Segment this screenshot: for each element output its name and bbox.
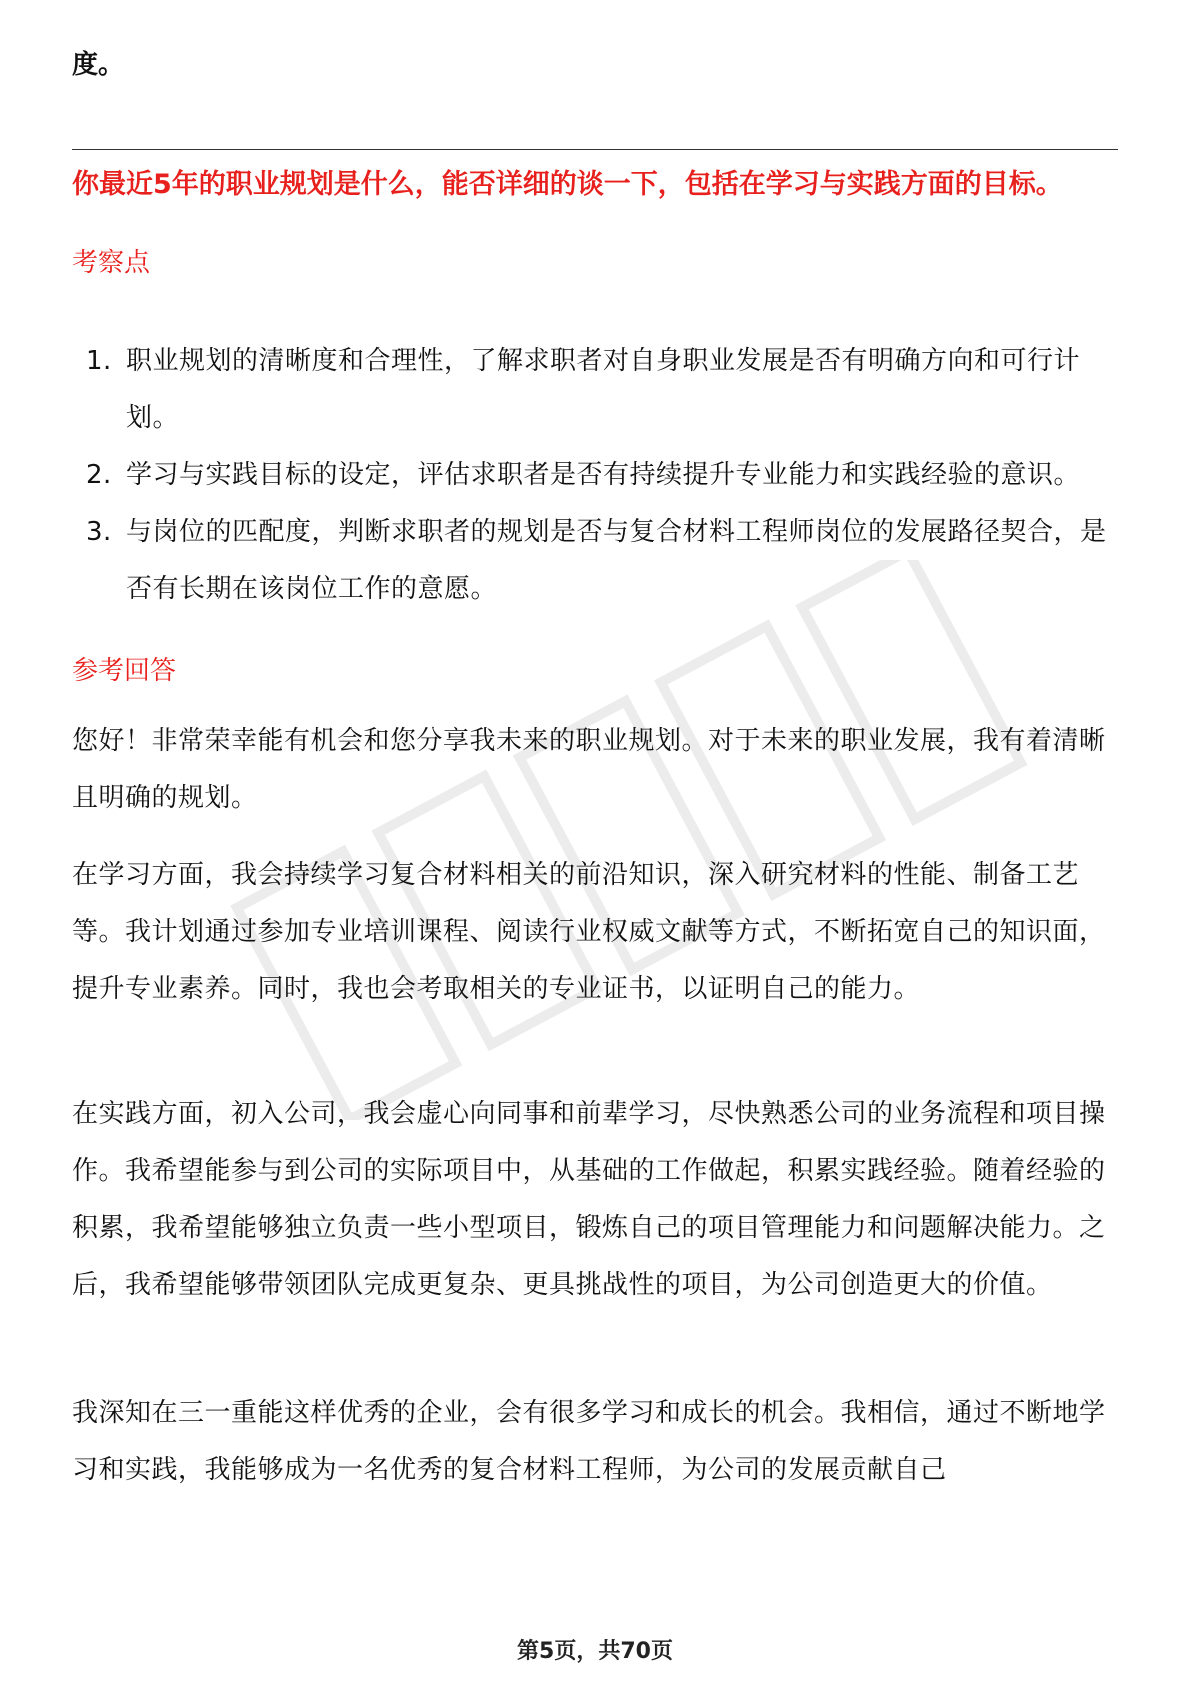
answer-paragraph: 您好！非常荣幸能有机会和您分享我未来的职业规划。对于未来的职业发展，我有着清晰且明确的规划。: [72, 726, 1106, 813]
list-item-number: 2.: [86, 460, 112, 490]
list-item-number: 3.: [86, 517, 112, 547]
list-item-number: 1.: [86, 346, 112, 376]
list-item: [72, 504, 1118, 618]
answer-paragraph: 在实践方面，初入公司，我会虚心向同事和前辈学习，尽快熟悉公司的业务流程和项目操作。我希望能参与到公司的实际项目中，从基础的工作做起，积累实践经验。随着经验的积累，我希望能够独立负责一些小型项目，锻炼自己的项目管理能力和问题解决能力。之后，我希望能够带领团队完成更复杂、更具挑战性的项目，为公司创造更大的价值。: [72, 1099, 1106, 1300]
page-footer: 第5页，共70页: [517, 1639, 673, 1664]
section-divider: [72, 149, 1118, 150]
reference-answer-label: 参考回答: [72, 656, 177, 686]
list-item-text: 学习与实践目标的设定，评估求职者是否有持续提升专业能力和实践经验的意识。: [126, 460, 1081, 490]
list-item-text: 与岗位的匹配度，判断求职者的规划是否与复合材料工程师岗位的发展路径契合，是否有长期在该岗位工作的意愿。: [126, 517, 1107, 604]
answer-paragraph: 在学习方面，我会持续学习复合材料相关的前沿知识，深入研究材料的性能、制备工艺等。我计划通过参加专业培训课程、阅读行业权威文献等方式，不断拓宽自己的知识面，提升专业素养。同时，我也会考取相关的专业证书，以证明自己的能力。: [72, 860, 1106, 1004]
document-page: [72, 0, 1118, 1684]
list-item: [72, 447, 1118, 504]
list-item-text: 职业规划的清晰度和合理性，了解求职者对自身职业发展是否有明确方向和可行计划。: [126, 346, 1081, 433]
answer-paragraph: 我深知在三一重能这样优秀的企业，会有很多学习和成长的机会。我相信，通过不断地学习和实践，我能够成为一名优秀的复合材料工程师，为公司的发展贡献自己: [72, 1398, 1106, 1485]
question-heading: 你最近5年的职业规划是什么，能否详细的谈一下，包括在学习与实践方面的目标。: [72, 169, 1063, 200]
continuation-text: 度。: [72, 50, 125, 80]
check-points-label: 考察点: [72, 248, 151, 278]
list-item: [72, 333, 1118, 447]
check-points-list: [72, 333, 1118, 618]
